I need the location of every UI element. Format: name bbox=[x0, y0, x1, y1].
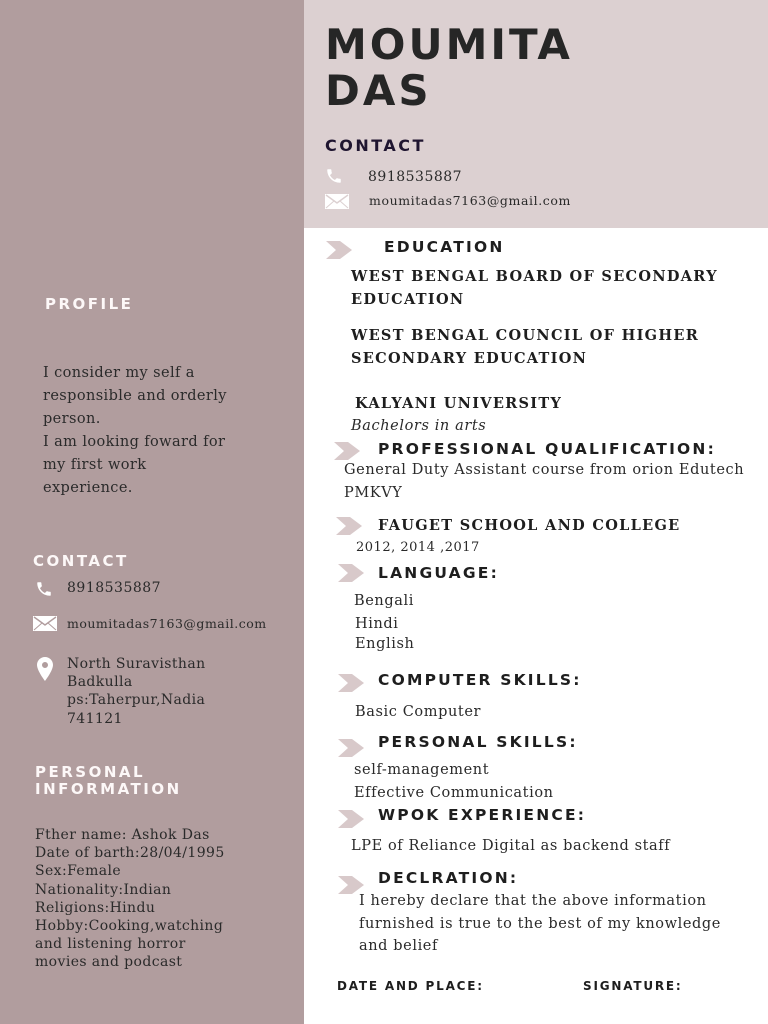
personal-info-line: movies and podcast bbox=[35, 954, 183, 971]
profile-line: I consider my self a bbox=[43, 365, 195, 381]
header-phone: 8918535887 bbox=[368, 169, 463, 185]
header-contact-title: CONTACT bbox=[325, 136, 426, 155]
sidebar-email[interactable]: moumitadas7163@gmail.com bbox=[67, 616, 267, 631]
language-item: Bengali bbox=[354, 593, 414, 609]
mail-icon bbox=[325, 194, 349, 209]
name-line-2: DAS bbox=[325, 66, 432, 115]
professional-qualification-text bbox=[344, 459, 744, 504]
address-line: Badkulla bbox=[67, 674, 133, 691]
phone-icon bbox=[35, 580, 53, 598]
profile-line: experience. bbox=[43, 480, 133, 496]
candidate-name bbox=[325, 22, 573, 114]
language-title: LANGUAGE: bbox=[378, 564, 499, 582]
personal-skill-item: Effective Communication bbox=[354, 784, 554, 801]
sidebar-phone: 8918535887 bbox=[67, 580, 162, 596]
school-years: 2012, 2014 ,2017 bbox=[356, 540, 480, 555]
signature-label: SIGNATURE: bbox=[583, 979, 683, 993]
work-experience-title: WPOK EXPERIENCE: bbox=[378, 806, 587, 824]
education-item bbox=[351, 324, 699, 370]
profile-line: my first work bbox=[43, 457, 147, 473]
education-degree: Bachelors in arts bbox=[351, 418, 487, 434]
education-title: EDUCATION bbox=[384, 238, 505, 256]
personal-info-line: Date of barth:28/04/1995 bbox=[35, 845, 225, 862]
declaration-line: I hereby declare that the above information bbox=[359, 893, 707, 909]
personal-skills-title: PERSONAL SKILLS: bbox=[378, 733, 578, 751]
education-item bbox=[351, 265, 718, 311]
education-item: KALYANI UNIVERSITY bbox=[355, 395, 563, 412]
personal-info-line: Hobby:Cooking,watching bbox=[35, 918, 224, 935]
profile-line: person. bbox=[43, 411, 101, 427]
declaration-line: and belief bbox=[359, 938, 438, 954]
personal-info-line: and listening horror bbox=[35, 936, 186, 953]
personal-info-line: Sex:Female bbox=[35, 863, 122, 880]
personal-info-title-line-2: INFORMATION bbox=[35, 780, 182, 798]
education-line: WEST BENGAL COUNCIL OF HIGHER bbox=[351, 327, 700, 344]
declaration-text bbox=[359, 890, 721, 958]
personal-info-line: Fther name: Ashok Das bbox=[35, 827, 210, 843]
computer-skills-title: COMPUTER SKILLS: bbox=[378, 671, 582, 689]
declaration-title: DECLRATION: bbox=[378, 869, 519, 887]
education-line: SECONDARY EDUCATION bbox=[351, 350, 588, 367]
sidebar-address bbox=[67, 655, 206, 728]
computer-skill: Basic Computer bbox=[355, 704, 482, 720]
work-experience-text: LPE of Reliance Digital as backend staff bbox=[351, 838, 671, 854]
chevron-arrow-icon bbox=[338, 739, 364, 757]
personal-info-title-line-1: PERSONAL bbox=[35, 763, 146, 781]
address-line: ps:Taherpur,Nadia bbox=[67, 692, 206, 709]
location-pin-icon bbox=[37, 657, 53, 681]
sidebar-contact-title: CONTACT bbox=[33, 552, 129, 570]
language-item: Hindi bbox=[355, 615, 399, 632]
chevron-arrow-icon bbox=[326, 241, 352, 259]
education-line: EDUCATION bbox=[351, 291, 465, 308]
name-line-1: MOUMITA bbox=[325, 20, 573, 69]
chevron-arrow-icon bbox=[338, 564, 364, 582]
header-email[interactable]: moumitadas7163@gmail.com bbox=[369, 193, 571, 208]
professional-qualification-line: General Duty Assistant course from orion Edutech bbox=[344, 462, 745, 478]
personal-info-title bbox=[35, 764, 182, 798]
chevron-arrow-icon bbox=[338, 674, 364, 692]
mail-icon bbox=[33, 616, 57, 631]
personal-info-text bbox=[35, 826, 300, 972]
personal-skill-item: self-management bbox=[354, 762, 490, 778]
address-line: 741121 bbox=[67, 710, 123, 727]
school-title: FAUGET SCHOOL AND COLLEGE bbox=[378, 517, 681, 534]
profile-text bbox=[43, 362, 293, 500]
personal-info-line: Nationality:Indian bbox=[35, 881, 172, 898]
professional-qualification-line: PMKVY bbox=[344, 484, 403, 501]
declaration-line: furnished is true to the best of my knowledge bbox=[359, 915, 721, 932]
language-item: English bbox=[355, 636, 415, 652]
education-line: WEST BENGAL BOARD OF SECONDARY bbox=[351, 268, 718, 285]
personal-info-line: Religions:Hindu bbox=[35, 899, 156, 916]
personal-skills-list bbox=[354, 759, 554, 804]
professional-qualification-title: PROFESSIONAL QUALIFICATION: bbox=[378, 440, 716, 458]
phone-icon bbox=[325, 167, 343, 185]
chevron-arrow-icon bbox=[338, 810, 364, 828]
profile-line: responsible and orderly bbox=[43, 388, 227, 404]
chevron-arrow-icon bbox=[334, 442, 360, 460]
language-list bbox=[354, 590, 414, 656]
date-place-label: DATE AND PLACE: bbox=[337, 979, 484, 993]
address-line: North Suravisthan bbox=[67, 656, 206, 672]
chevron-arrow-icon bbox=[336, 517, 362, 535]
profile-line: I am looking foward for bbox=[43, 434, 226, 450]
profile-title: PROFILE bbox=[45, 295, 134, 313]
